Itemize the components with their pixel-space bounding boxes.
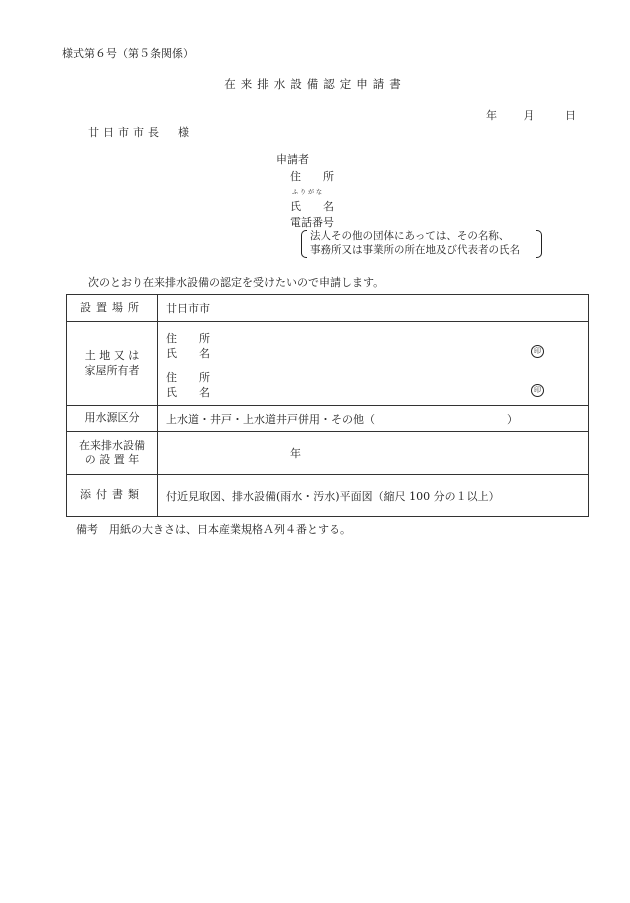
document-title: 在来排水設備認定申請書 (224, 77, 406, 91)
intro-text: 次のとおり在来排水設備の認定を受けたいので申請します。 (88, 276, 385, 289)
table-row-owner (67, 322, 589, 406)
install-year-value[interactable] (158, 432, 589, 475)
applicant-label: 申請者 (276, 153, 309, 166)
corporate-note-line2: 事務所又は事業所の所在地及び代表者の氏名 (310, 244, 520, 256)
remarks: 備考 用紙の大きさは、日本産業規格Ａ列４番とする。 (76, 523, 351, 536)
table-row-attachments (67, 475, 589, 517)
table-row-location (67, 295, 589, 322)
install-year-label-line1: 在来排水設備 (79, 438, 145, 452)
corporate-note (301, 230, 542, 258)
owner-label (67, 322, 158, 406)
attachments-label: 添付書類 (67, 475, 158, 517)
seal-icon: 印 (531, 384, 544, 397)
application-table (66, 294, 589, 517)
applicant-address-label: 住 所 (290, 170, 334, 183)
date-month: 月 (523, 109, 535, 122)
attachments-value: 付近見取図、排水設備(雨水・汚水)平面図（縮尺 100 分の１以上） (158, 475, 589, 517)
water-source-value[interactable]: 上水道・井戸・上水道井戸併用・その他（ ） (158, 406, 589, 432)
owner1-name-label: 氏 名 (166, 346, 210, 360)
date-line (486, 110, 576, 121)
owner2-address-label: 住 所 (166, 370, 210, 384)
location-value[interactable]: 廿日市市 (158, 295, 589, 322)
date-year: 年 (486, 109, 497, 122)
location-label: 設置場所 (67, 295, 158, 322)
owner-value[interactable] (158, 322, 589, 406)
install-year-unit: 年 (290, 447, 301, 460)
install-year-label (67, 432, 158, 475)
furigana-label: ふりがな (292, 189, 325, 196)
applicant-name-label: 氏 名 (290, 200, 334, 213)
corporate-note-line1: 法人その他の団体にあっては、その名称、 (310, 230, 510, 242)
owner-label-line1: 土 地 又 は (84, 349, 140, 363)
owner1-address-label: 住 所 (166, 331, 210, 345)
install-year-label-line2: の 設 置 年 (84, 453, 140, 466)
applicant-phone-label: 電話番号 (290, 216, 334, 229)
table-row-water (67, 406, 589, 432)
form-number: 様式第６号（第５条関係） (62, 47, 194, 60)
left-bracket (301, 230, 307, 258)
water-source-label: 用水源区分 (67, 406, 158, 432)
date-day: 日 (565, 109, 576, 122)
addressee: 廿日市市長 様 (88, 126, 193, 139)
seal-icon: 印 (531, 345, 544, 358)
owner-label-line2: 家屋所有者 (84, 363, 140, 377)
right-bracket (536, 230, 542, 258)
owner2-name-label: 氏 名 (166, 385, 210, 399)
table-row-year (67, 432, 589, 475)
